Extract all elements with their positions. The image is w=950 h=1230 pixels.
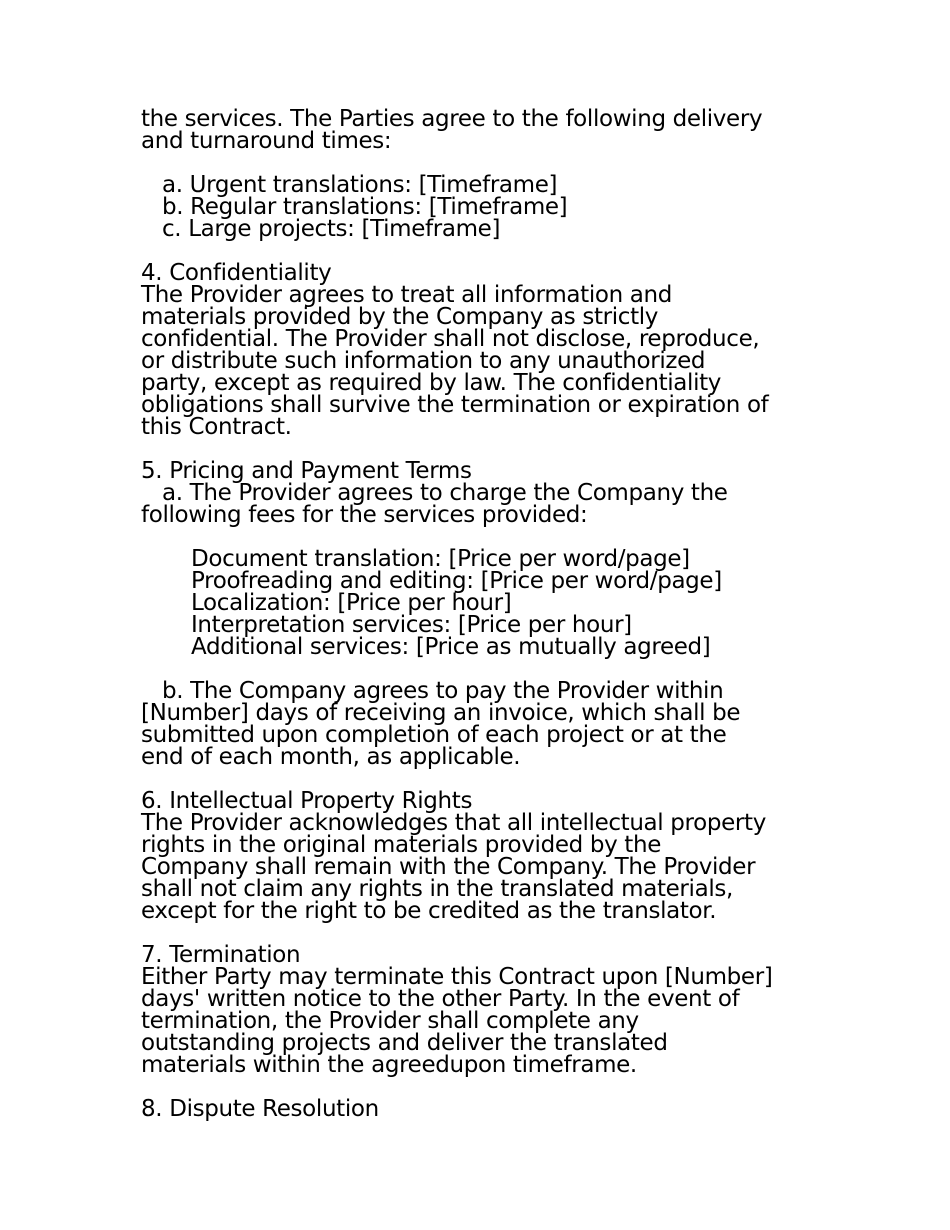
text-line: submitted upon completion of each project or at the: [141, 722, 727, 748]
text-line: and turnaround times:: [141, 128, 392, 154]
text-line: following fees for the services provided:: [141, 502, 588, 528]
fee-item: Document translation: [Price per word/page]: [191, 546, 690, 572]
text-line: outstanding projects and deliver the translated: [141, 1030, 668, 1056]
section-heading: 4. Confidentiality: [141, 260, 332, 286]
section-intellectual-property: [141, 790, 821, 922]
text-line: confidential. The Provider shall not disclose, reproduce,: [141, 326, 760, 352]
text-line: a. The Provider agrees to charge the Company the: [162, 480, 728, 506]
fee-item: Interpretation services: [Price per hour]: [191, 612, 632, 638]
section-heading: 6. Intellectual Property Rights: [141, 788, 473, 814]
list-item: a. Urgent translations: [Timeframe]: [162, 172, 558, 198]
text-line: shall not claim any rights in the translated materials,: [141, 876, 733, 902]
text-line: except for the right to be credited as the translator.: [141, 898, 717, 924]
fee-item: Localization: [Price per hour]: [191, 590, 512, 616]
fee-item: Additional services: [Price as mutually agreed]: [191, 634, 711, 660]
section-termination: [141, 944, 821, 1076]
text-line: obligations shall survive the termination or expiration of: [141, 392, 769, 418]
text-line: Either Party may terminate this Contract upon [Number]: [141, 964, 773, 990]
text-line: [Number] days of receiving an invoice, which shall be: [141, 700, 741, 726]
list-item: c. Large projects: [Timeframe]: [162, 216, 501, 242]
section-dispute-resolution: [141, 1098, 821, 1120]
text-line: the services. The Parties agree to the following delivery: [141, 106, 763, 132]
text-line: b. The Company agrees to pay the Provider within: [162, 678, 724, 704]
text-line: The Provider acknowledges that all intellectual property: [141, 810, 766, 836]
section-pricing: [141, 460, 821, 768]
text-line: materials within the agreedupon timeframe.: [141, 1052, 637, 1078]
section-heading: 7. Termination: [141, 942, 301, 968]
intro-paragraph: [141, 108, 821, 152]
text-line: materials provided by the Company as strictly: [141, 304, 659, 330]
document-page: [141, 108, 821, 1120]
section-heading: 5. Pricing and Payment Terms: [141, 458, 472, 484]
text-line: termination, the Provider shall complete any: [141, 1008, 639, 1034]
text-line: party, except as required by law. The confidentiality: [141, 370, 722, 396]
text-line: end of each month, as applicable.: [141, 744, 521, 770]
section-confidentiality: [141, 262, 821, 438]
text-line: rights in the original materials provided by the: [141, 832, 661, 858]
turnaround-list: [141, 174, 821, 240]
text-line: or distribute such information to any unauthorized: [141, 348, 706, 374]
text-line: this Contract.: [141, 414, 292, 440]
fee-item: Proofreading and editing: [Price per word/page]: [191, 568, 722, 594]
text-line: days' written notice to the other Party. In the event of: [141, 986, 740, 1012]
list-item: b. Regular translations: [Timeframe]: [162, 194, 568, 220]
text-line: The Provider agrees to treat all information and: [141, 282, 672, 308]
text-line: Company shall remain with the Company. The Provider: [141, 854, 756, 880]
section-heading: 8. Dispute Resolution: [141, 1096, 379, 1122]
